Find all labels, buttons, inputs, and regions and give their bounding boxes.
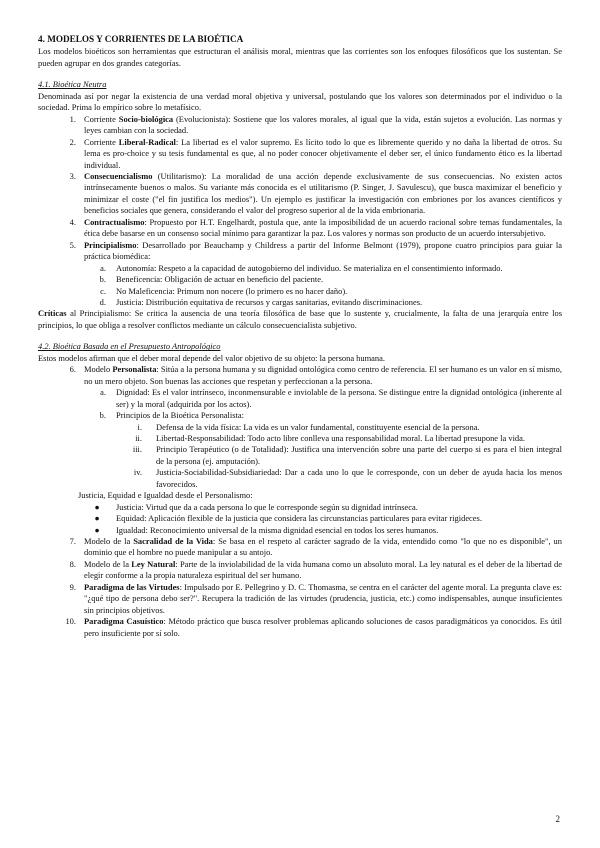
personalist-sub-b: [38, 410, 562, 421]
section-intro: Los modelos bioéticos son herramientas que estructuran el análisis moral, mientras que las corrientes son los enfoques filosóficos que los sustentan. Se pueden agrupar en dos grandes categorías.: [38, 46, 562, 68]
justice-heading: Justicia, Equidad e Igualdad desde el Personalismo:: [78, 490, 253, 501]
item-term: Paradigma de las Virtudes: [84, 581, 180, 592]
item-text: [84, 217, 562, 240]
item-text: Equidad: Aplicación flexible de la justicia que considera las circunstancias particulares para evitar rigideces.: [116, 513, 482, 524]
item-body: : Propuesto por H.T. Engelhardt, postula que, ante la imposibilidad de un acuerdo racional sobre temas fundamentales, la ética debe basarse en un consenso social mínimo para garantizar la paz. Los valores y normas son producto de un acuerdo intersubjetivo.: [84, 216, 562, 239]
item-letter: a.: [100, 387, 106, 398]
item-roman: iv.: [133, 467, 142, 478]
item-body: (Utilitarismo): La moralidad de una acción depende exclusivamente de sus consecuencias. No existen actos intrínsecamente buenos o malos. Su variante más conocida es el utilitarismo (P. Singer, J. Savulescu), que busca maximizar el beneficio y minimizar el coste ("el fin justifica los medios"). Un ejemplo es justificar la investigación con embriones por los avances científicos y beneficios sociales que genera, considerando el valor del progreso superior al de la vida embrionaria.: [84, 170, 562, 216]
section-title: 4. MODELOS Y CORRIENTES DE LA BIOÉTICA: [38, 34, 244, 44]
list-item-8: [38, 559, 562, 582]
bullet-icon: ●: [94, 501, 100, 512]
personalist-sub-a: [38, 387, 562, 410]
item-body: (Evolucionista): Sostiene que los valores morales, al igual que la vida, están sujetos a evolución. Las normas y leyes cambian con la sociedad.: [84, 113, 562, 136]
personalist-principle-iv: [38, 467, 562, 490]
list-item-9: [38, 582, 562, 616]
item-text: No Maleficencia: Primum non nocere (lo primero es no hacer daño).: [116, 285, 348, 296]
list-item-10: [38, 616, 562, 639]
item-text: [84, 137, 562, 171]
principle-item-b: [38, 274, 562, 285]
item-text: Principios de la Bioética Personalista:: [116, 410, 244, 421]
item-number: 8.: [69, 558, 76, 569]
item-letter: b.: [99, 410, 106, 421]
item-body: : Parte de la inviolabilidad de la vida humana como un absoluto moral. La ley natural es el deber de la libertad de elegir conforme a la propia naturaleza espiritual del ser humano.: [84, 558, 562, 581]
item-number: 10.: [65, 616, 76, 627]
item-prefix: Modelo de la: [84, 536, 134, 547]
item-letter: b.: [99, 274, 106, 285]
item-text: [84, 171, 562, 217]
item-number: 9.: [69, 581, 76, 592]
item-number: 7.: [69, 536, 76, 547]
personalist-principle-ii: [38, 433, 562, 444]
principle-item-c: [38, 286, 562, 297]
item-number: 1.: [69, 113, 76, 124]
item-body: : Desarrollado por Beauchamp y Childress a partir del Informe Belmont (1979), propone cuatro principios para guiar la práctica biomédica:: [84, 239, 562, 262]
item-term: Socio-biológica: [118, 113, 174, 124]
justice-bullet-1: [38, 502, 562, 513]
personalist-intro: Estos modelos afirman que el deber moral depende del valor objetivo de su objeto: la persona humana.: [38, 352, 386, 363]
document-page: [38, 34, 562, 639]
item-body: : Sitúa a la persona humana y su dignidad ontológica como centro de referencia. El ser humano es un valor en sí mismo, no un mero objeto. Son buenas las acciones que respetan y perfeccionan a la persona.: [84, 364, 563, 386]
item-text: Beneficencia: Obligación de actuar en beneficio del paciente.: [116, 274, 324, 285]
list-item-2: [38, 137, 562, 171]
list-item-4: [38, 217, 562, 240]
item-text: Justicia-Sociabilidad-Subsidiariedad: Dar a cada uno lo que le corresponde, con un deber de ayuda hacia los menos favorecidos.: [156, 467, 562, 489]
item-prefix: Modelo de la: [84, 558, 132, 569]
item-number: 5.: [69, 239, 76, 250]
item-roman: iii.: [132, 444, 142, 455]
principle-item-d: [38, 297, 562, 308]
item-term: Paradigma Casuístico: [84, 616, 164, 627]
item-term: Principialismo: [84, 239, 137, 250]
subsection-heading-neutral: 4.1. Bioética Neutra: [38, 79, 107, 90]
item-text: [84, 364, 562, 387]
item-term: Personalista: [112, 364, 157, 375]
item-roman: ii.: [135, 432, 142, 443]
item-body: : Método práctico que busca resolver problemas aplicando soluciones de casos paradigmáticos ya conocidos. Es útil pero insuficiente por sí solo.: [84, 616, 562, 638]
item-term: Sacralidad de la Vida: [133, 536, 213, 547]
item-text: Libertad-Responsabilidad: Todo acto libre conlleva una responsabilidad moral. La libertad presupone la vida.: [156, 432, 525, 443]
item-text: Dignidad: Es el valor intrínseco, inconmensurable e inviolable de la persona. Se distingue entre la dignidad ontológica (inherente al ser) y la moral (adquirida por los actos).: [116, 387, 562, 409]
item-text: [84, 559, 562, 582]
item-prefix: Modelo: [84, 364, 113, 375]
item-text: Justicia: Virtud que da a cada persona lo que le corresponde según su dignidad intrínseca.: [116, 501, 418, 512]
critique-term: Críticas: [38, 308, 67, 319]
item-term: Liberal-Radical: [118, 136, 176, 147]
personalist-principle-iii: [38, 444, 562, 467]
item-text: [84, 536, 562, 559]
critique-paragraph: [38, 308, 562, 331]
item-prefix: Corriente: [84, 113, 119, 124]
item-letter: d.: [99, 296, 106, 307]
justice-bullet-3: [38, 525, 562, 536]
item-term: Consecuencialismo: [84, 170, 153, 181]
list-item-6: [38, 364, 562, 387]
item-text: [84, 114, 562, 137]
item-number: 2.: [69, 136, 76, 147]
item-number: 6.: [69, 364, 76, 375]
item-number: 4.: [69, 216, 76, 227]
principle-item-a: [38, 263, 562, 274]
item-letter: c.: [100, 285, 106, 296]
item-text: [84, 240, 562, 263]
bullet-icon: ●: [94, 513, 100, 524]
item-term: Ley Natural: [131, 558, 176, 569]
item-body: : La libertad es el valor supremo. Es lícito todo lo que es libremente querido y no daña la libertad de otros. Su lema es pro-choice y su tesis fundamental es que, al no poder conocer objetivamente el deber ser, el único fundamento ético es la libertad individual.: [84, 136, 562, 170]
item-term: Contractualismo: [84, 216, 145, 227]
item-body: : Se basa en el respeto al carácter sagrado de la vida, entendido como "lo que no es disponible", un dominio que el hombre no puede manipular a su antojo.: [84, 536, 562, 558]
list-item-3: [38, 171, 562, 217]
list-item-1: [38, 114, 562, 137]
item-prefix: Corriente: [84, 136, 119, 147]
item-body: : Impulsado por E. Pellegrino y D. C. Thomasma, se centra en el carácter del agente moral. La pregunta clave es: "¿qué tipo de persona debo ser?". Recupera la tradición de las virtudes (prudencia, justicia, etc.) como indispensables, aunque insuficientes sin principios objetivos.: [84, 581, 562, 615]
item-text: Igualdad: Reconocimiento universal de la misma dignidad esencial en todos los seres humanos.: [116, 524, 439, 535]
list-item-7: [38, 536, 562, 559]
item-letter: a.: [100, 262, 106, 273]
item-roman: i.: [137, 421, 142, 432]
critique-body: al Principialismo: Se critica la ausencia de una teoría filosófica de base que lo sustente y, crucialmente, la falta de una jerarquía entre los principios, lo que obliga a resolver conflictos mediante un cálculo consecuencialista subjetivo.: [38, 308, 562, 330]
bullet-icon: ●: [94, 524, 100, 535]
neutral-intro: Denominada así por negar la existencia de una verdad moral objetiva y universal, postulando que los valores son determinados por el individuo o la sociedad. Prima lo empírico sobre lo metafísico.: [38, 90, 562, 113]
item-number: 3.: [69, 170, 76, 181]
subsection-heading-personalist: 4.2. Bioética Basada en el Presupuesto Antropológico: [38, 341, 221, 352]
list-item-5: [38, 240, 562, 263]
page-number: 2: [555, 814, 560, 824]
justice-bullet-2: [38, 513, 562, 524]
personalist-principle-i: [38, 422, 562, 433]
item-text: Autonomía: Respeto a la capacidad de autogobierno del individuo. Se materializa en el consentimiento informado.: [116, 262, 503, 273]
item-text: [84, 616, 562, 639]
item-text: Justicia: Distribución equitativa de recursos y cargas sanitarias, evitando discriminaciones.: [116, 296, 423, 307]
item-text: [84, 582, 562, 616]
item-text: Defensa de la vida física: La vida es un valor fundamental, constituyente esencial de la persona.: [156, 421, 480, 432]
item-text: Principio Terapéutico (o de Totalidad): Justifica una intervención sobre una parte del cuerpo si es para el bien integral de la persona (ej. amputación).: [156, 444, 562, 466]
